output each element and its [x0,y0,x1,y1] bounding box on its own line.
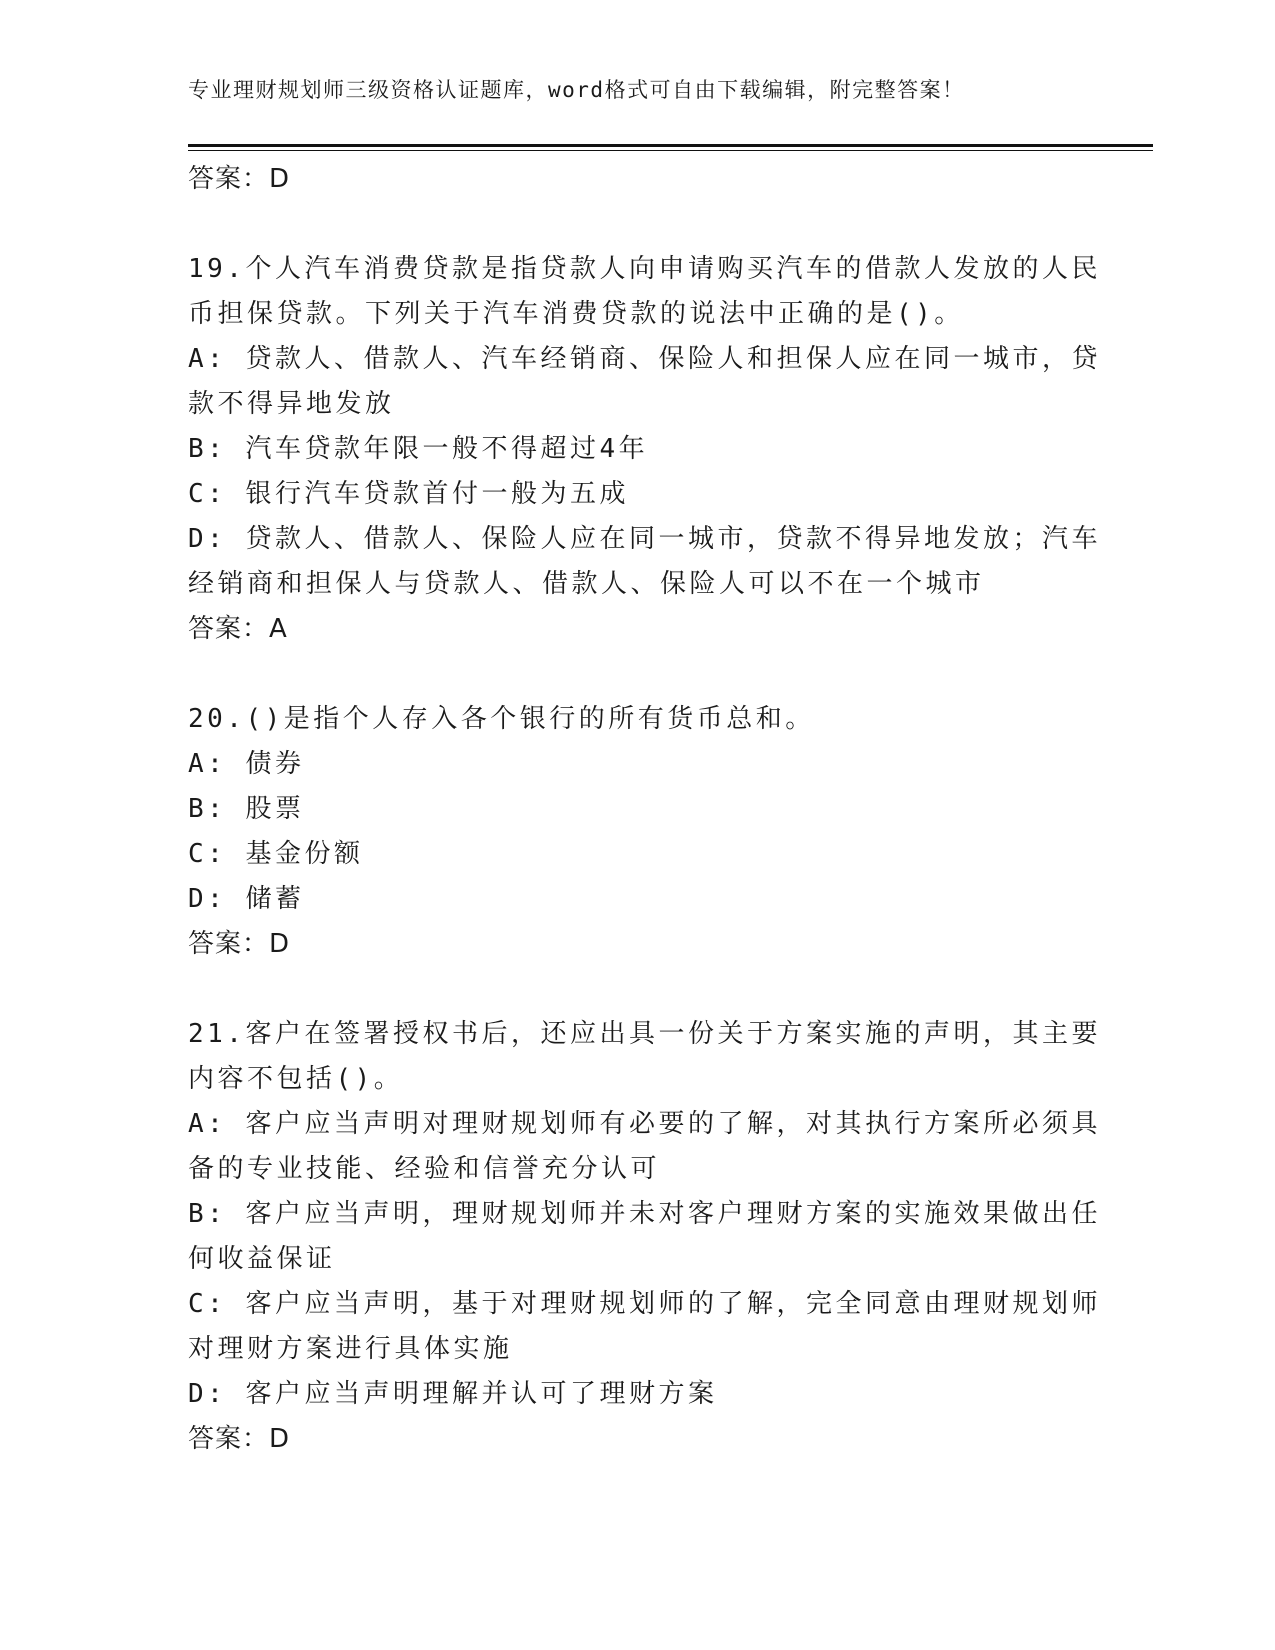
option-b: B: 客户应当声明，理财规划师并未对客户理财方案的实施效果做出任 [188,1199,1101,1229]
spacer [188,967,1088,1012]
option-b: B: 股票 [188,794,305,824]
header-divider-thick [188,144,1153,147]
option-b: B: 汽车贷款年限一般不得超过4年 [188,434,649,464]
option-c-continued: 对理财方案进行具体实施 [188,1334,513,1364]
option-a-continued: 备的专业技能、经验和信誉充分认可 [188,1154,661,1184]
spacer [188,652,1088,697]
question-stem-line: 21.客户在签署授权书后，还应出具一份关于方案实施的声明，其主要 [188,1019,1101,1049]
question-stem-line: 币担保贷款。下列关于汽车消费贷款的说法中正确的是()。 [188,299,964,329]
option-d: D: 客户应当声明理解并认可了理财方案 [188,1379,718,1409]
option-c: C: 银行汽车贷款首付一般为五成 [188,479,629,509]
option-d: D: 储蓄 [188,884,305,914]
question-list [188,157,1101,1462]
answer: 答案：A [188,614,288,644]
header-divider-thin [188,150,1153,151]
question-stem-line: 20.()是指个人存入各个银行的所有货币总和。 [188,704,815,734]
answer: 答案：D [188,1424,291,1454]
option-a-continued: 款不得异地发放 [188,389,395,419]
option-a: A: 贷款人、借款人、汽车经销商、保险人和担保人应在同一城市，贷 [188,344,1101,374]
option-d-continued: 经销商和担保人与贷款人、借款人、保险人可以不在一个城市 [188,569,985,599]
previous-answer: 答案：D [188,164,291,194]
option-c: C: 基金份额 [188,839,364,869]
option-b-continued: 何收益保证 [188,1244,336,1274]
question-20 [188,697,1088,967]
question-stem-line: 19.个人汽车消费贷款是指贷款人向申请购买汽车的借款人发放的人民 [188,254,1101,284]
page-header: 专业理财规划师三级资格认证题库，word格式可自由下载编辑，附完整答案！ [188,78,965,102]
answer: 答案：D [188,929,291,959]
question-19 [188,247,1101,652]
question-stem-line: 内容不包括()。 [188,1064,404,1094]
question-21 [188,1012,1101,1462]
option-d: D: 贷款人、借款人、保险人应在同一城市，贷款不得异地发放；汽车 [188,524,1101,554]
option-a: A: 客户应当声明对理财规划师有必要的了解，对其执行方案所必须具 [188,1109,1101,1139]
option-a: A: 债券 [188,749,305,779]
spacer [188,202,1088,247]
option-c: C: 客户应当声明，基于对理财规划师的了解，完全同意由理财规划师 [188,1289,1101,1319]
